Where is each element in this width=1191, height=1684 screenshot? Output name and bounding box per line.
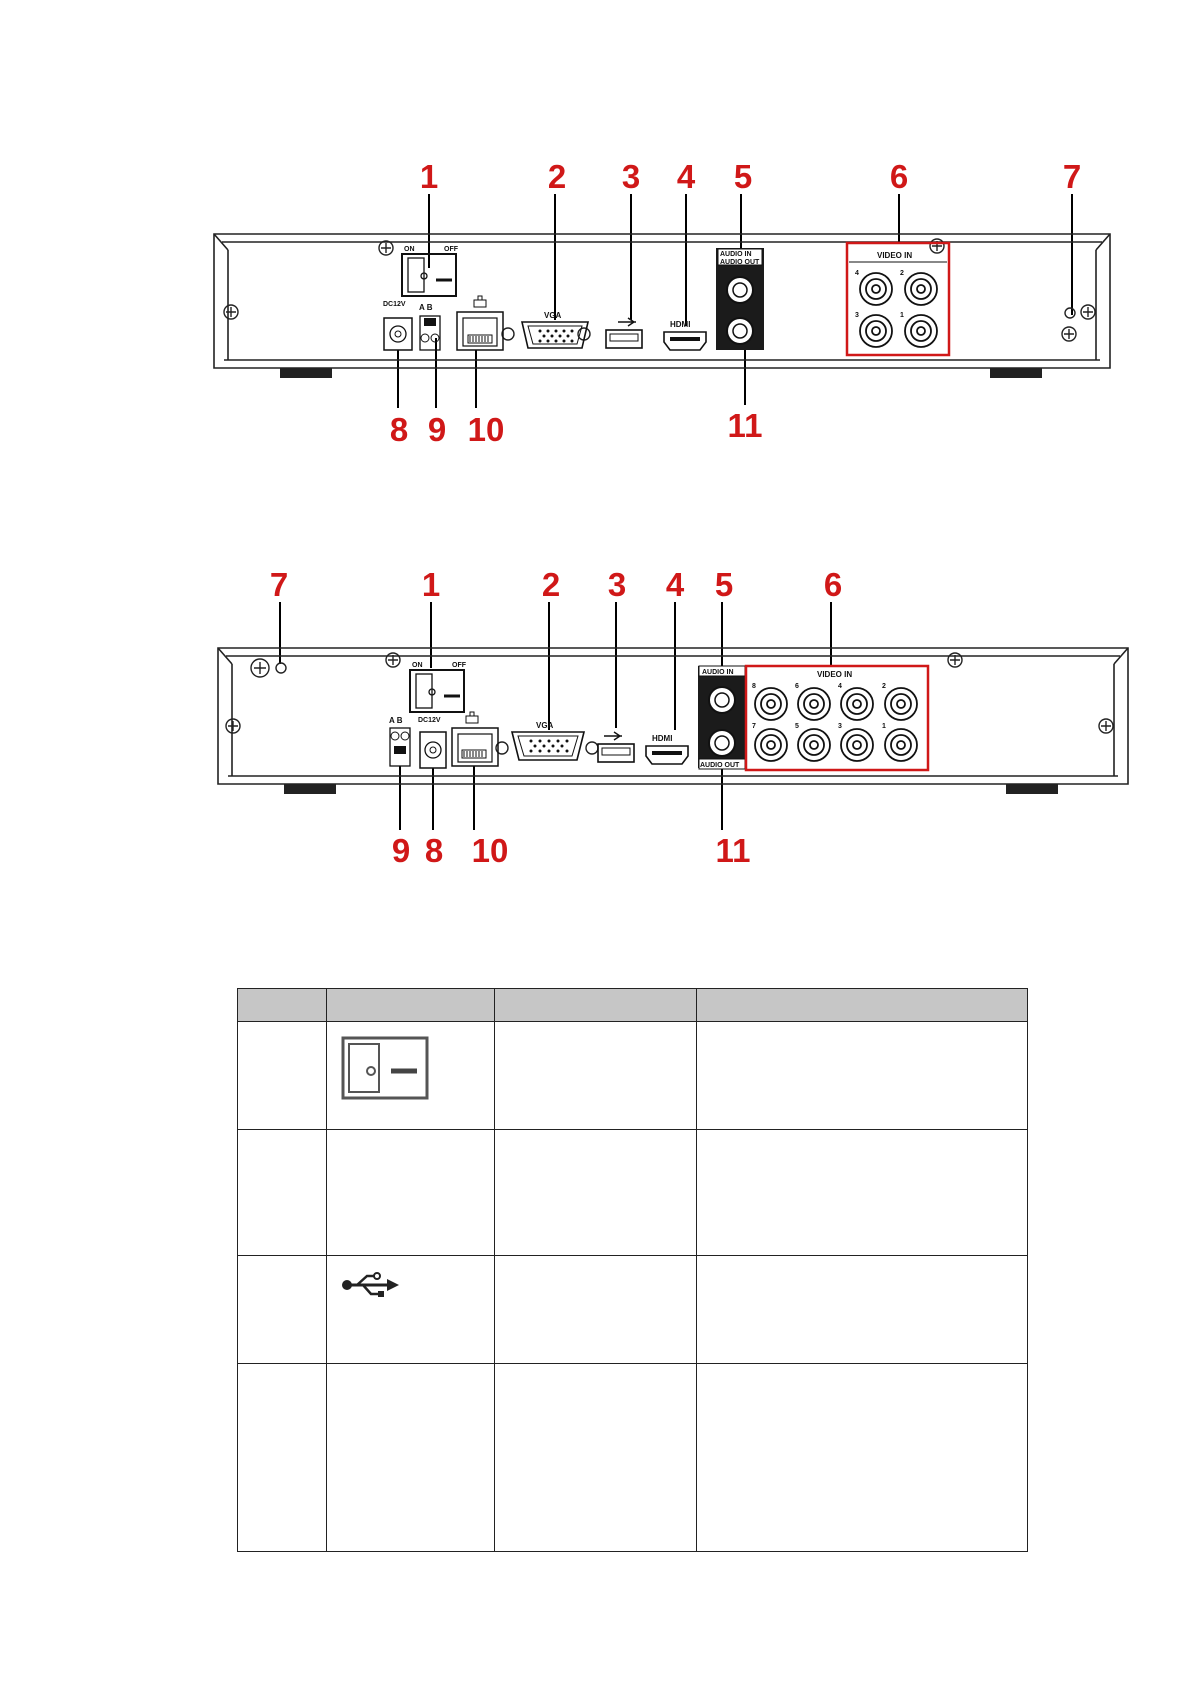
callout-5: 5: [733, 158, 753, 195]
table-cell-icon: [327, 1022, 495, 1130]
port-description-table: [237, 988, 1028, 1552]
usb-port-4ch: [606, 318, 642, 348]
usb-icon: [341, 1270, 401, 1300]
table-cell: [238, 1256, 327, 1364]
vga-port-4ch: [522, 311, 588, 348]
hdmi-port-8ch: [646, 734, 688, 764]
table-cell: [697, 1364, 1028, 1552]
channel-label: 4: [855, 270, 859, 277]
callout-9: 9: [391, 832, 411, 869]
callout-3: 3: [607, 566, 627, 603]
header-cell-function: [697, 989, 1028, 1022]
table-cell: [327, 1130, 495, 1256]
callout-8: 8: [389, 411, 409, 448]
callout-6: 6: [823, 566, 843, 603]
table-cell: [495, 1364, 697, 1552]
audio-block-8ch: [698, 666, 746, 769]
callout-7: 7: [1062, 158, 1082, 195]
header-cell-no: [238, 989, 327, 1022]
channel-label: 5: [795, 723, 799, 730]
label-audio-in: AUDIO IN: [720, 251, 752, 258]
rs485-port-8ch: [389, 716, 410, 766]
table-header-row: [238, 989, 1028, 1022]
label-ab: A B: [389, 716, 403, 725]
table-row: [238, 1130, 1028, 1256]
rear-panel-figure-8ch: [0, 560, 1191, 900]
channel-label: 4: [838, 683, 842, 690]
callout-5: 5: [714, 566, 734, 603]
video-in-block-8ch: [746, 666, 928, 770]
label-hdmi: HDMI: [670, 320, 691, 329]
rj45-network-port-4ch: [457, 296, 503, 350]
header-cell-port-name: [495, 989, 697, 1022]
usb-port-8ch: [598, 732, 634, 762]
vga-port-8ch: [512, 721, 584, 760]
channel-label: 1: [900, 312, 904, 319]
callout-3: 3: [621, 158, 641, 195]
table-cell: [697, 1130, 1028, 1256]
callout-9: 9: [427, 411, 447, 448]
power-switch-icon: [341, 1036, 429, 1100]
table-row: [238, 1364, 1028, 1552]
label-dc12v: DC12V: [383, 301, 406, 308]
label-vga: VGA: [536, 721, 554, 730]
label-audio-in: AUDIO IN: [702, 669, 734, 676]
channel-label: 2: [882, 683, 886, 690]
table-row: [238, 1256, 1028, 1364]
callout-6: 6: [889, 158, 909, 195]
table-cell: [495, 1256, 697, 1364]
label-dc12v: DC12V: [418, 717, 441, 724]
channel-label: 3: [855, 312, 859, 319]
label-off: OFF: [452, 662, 466, 669]
callout-11: 11: [715, 832, 751, 869]
channel-label: 8: [752, 683, 756, 690]
rear-panel-figure-4ch: [0, 0, 1191, 470]
label-on: ON: [412, 662, 423, 669]
channel-label: 7: [752, 723, 756, 730]
channel-label: 1: [882, 723, 886, 730]
label-audio-out: AUDIO OUT: [700, 762, 740, 769]
label-off: OFF: [444, 246, 458, 253]
callout-7: 7: [269, 566, 289, 603]
callout-11: 11: [727, 407, 763, 444]
table-cell: [327, 1364, 495, 1552]
dc-power-jack-8ch: [418, 717, 446, 768]
table-cell: [238, 1364, 327, 1552]
audio-block-4ch: [716, 248, 764, 350]
label-hdmi: HDMI: [652, 734, 673, 743]
callout-10: 10: [467, 411, 505, 448]
table-row: [238, 1022, 1028, 1130]
label-video-in: VIDEO IN: [877, 251, 913, 260]
dc-power-jack-4ch: [383, 301, 412, 350]
table-cell: [697, 1022, 1028, 1130]
callout-1: 1: [421, 566, 441, 603]
leader-lines: [280, 602, 831, 830]
channel-label: 6: [795, 683, 799, 690]
label-video-in: VIDEO IN: [817, 670, 853, 679]
callout-1: 1: [419, 158, 439, 195]
table-cell: [495, 1130, 697, 1256]
label-vga: VGA: [544, 311, 562, 320]
callout-4: 4: [665, 566, 685, 603]
table-cell-icon: [327, 1256, 495, 1364]
header-cell-icon: [327, 989, 495, 1022]
label-ab: A B: [419, 303, 433, 312]
callout-8: 8: [424, 832, 444, 869]
power-switch-4ch: [402, 246, 459, 296]
channel-label: 2: [900, 270, 904, 277]
table-cell: [238, 1022, 327, 1130]
callout-2: 2: [547, 158, 567, 195]
label-on: ON: [404, 246, 415, 253]
table-cell: [697, 1256, 1028, 1364]
rj45-network-port-8ch: [452, 712, 498, 766]
chassis-4ch: [214, 234, 1110, 378]
hdmi-port-4ch: [664, 320, 706, 350]
table-cell: [238, 1130, 327, 1256]
callout-10: 10: [471, 832, 509, 869]
callout-2: 2: [541, 566, 561, 603]
power-switch-8ch: [410, 662, 467, 712]
callout-4: 4: [676, 158, 696, 195]
chassis-8ch: [218, 648, 1128, 794]
channel-label: 3: [838, 723, 842, 730]
video-in-block-4ch: [847, 243, 949, 355]
table-cell: [495, 1022, 697, 1130]
label-audio-out: AUDIO OUT: [720, 259, 760, 266]
